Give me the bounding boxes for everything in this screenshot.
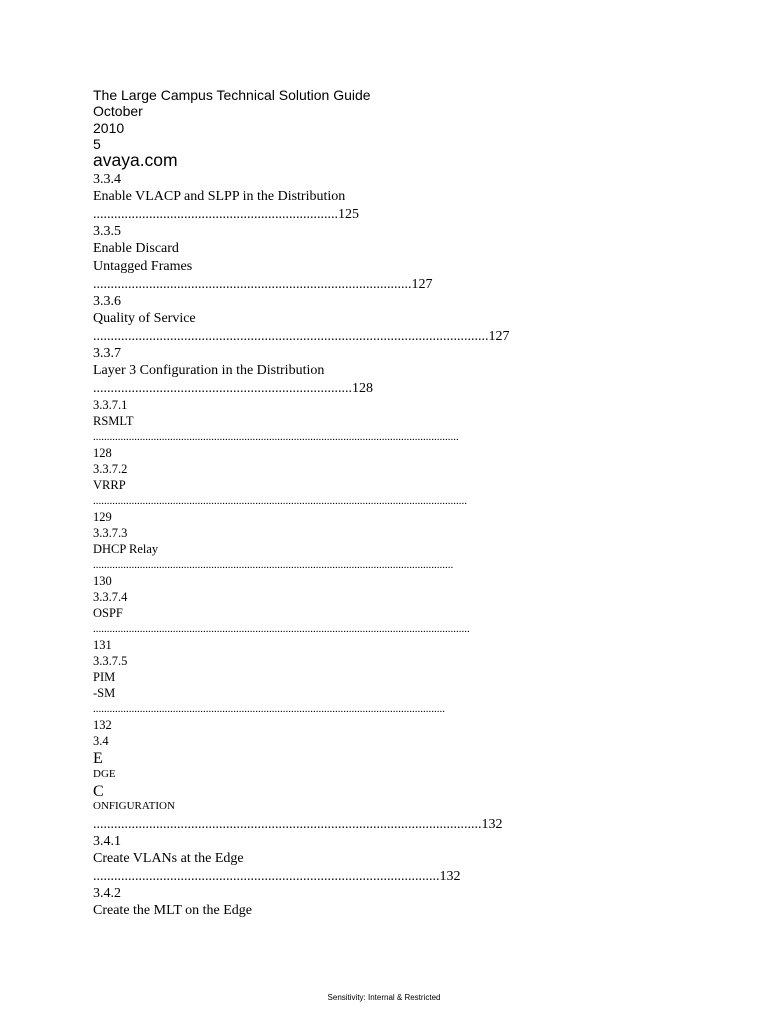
toc-section-title: E (93, 750, 103, 767)
toc-section-title: Create the MLT on the Edge (93, 903, 253, 918)
toc-section-number: 3.3.6 (93, 294, 121, 309)
toc-section-title: DHCP Relay (93, 542, 159, 556)
toc-section-title: Create VLANs at the Edge (93, 851, 244, 866)
toc-section-title: -SM (93, 686, 116, 700)
toc-dot-leader: .................................................................................................................127 (93, 329, 510, 344)
document-title: The Large Campus Technical Solution Guide (93, 87, 371, 103)
toc-page-number: 131 (93, 638, 112, 652)
toc-section-number: 3.4 (93, 734, 109, 748)
toc-dot-leader: ...........................................................................................127 (93, 277, 433, 292)
toc-section-number: 3.3.7.2 (93, 462, 128, 476)
toc-section-title: ONFIGURATION (93, 800, 175, 812)
toc-dot-leader: ..................................................................................................................................... (93, 431, 459, 443)
toc-dot-leader: ...................................................................................................132 (93, 869, 461, 884)
toc-section-number: 3.3.7.3 (93, 526, 128, 540)
toc-section-number: 3.3.7 (93, 346, 121, 361)
date-month: October (93, 103, 143, 119)
toc-dot-leader: ......................................................................125 (93, 207, 359, 222)
sensitivity-footer: Sensitivity: Internal & Restricted (327, 993, 441, 1002)
toc-section-title: OSPF (93, 606, 123, 620)
page-number: 5 (93, 136, 101, 152)
toc-section-number: 3.3.7.4 (93, 590, 128, 604)
toc-section-title: Layer 3 Configuration in the Distribution (93, 363, 325, 378)
brand-url: avaya.com (93, 150, 178, 170)
toc-page-number: 130 (93, 574, 112, 588)
toc-section-title: Enable VLACP and SLPP in the Distribution (93, 189, 346, 204)
toc-dot-leader: ........................................................................................................................................ (93, 495, 467, 507)
toc-page-number: 129 (93, 510, 112, 524)
toc-section-title: Quality of Service (93, 311, 196, 326)
toc-section-title: DGE (93, 768, 116, 780)
toc-dot-leader: ................................................................................................................................... (93, 559, 454, 571)
toc-section-title: C (93, 783, 104, 800)
date-year: 2010 (93, 120, 125, 136)
toc-section-title: PIM (93, 670, 116, 684)
toc-dot-leader: ...............................................................................................................132 (93, 817, 503, 832)
toc-dot-leader: ..........................................................................128 (93, 381, 373, 396)
toc-section-number: 3.3.4 (93, 172, 121, 187)
toc-section-title: Enable Discard (93, 241, 179, 256)
toc-section-number: 3.3.5 (93, 224, 121, 239)
toc-dot-leader: ......................................................................................................................................... (93, 623, 470, 635)
toc-section-number: 3.3.7.5 (93, 654, 128, 668)
toc-section-number: 3.4.1 (93, 834, 121, 849)
toc-page-number: 128 (93, 446, 112, 460)
toc-section-title: Untagged Frames (93, 259, 193, 274)
toc-section-title: VRRP (93, 478, 126, 492)
toc-section-number: 3.4.2 (93, 886, 121, 901)
toc-page-number: 132 (93, 718, 112, 732)
toc-section-title: RSMLT (93, 414, 134, 428)
toc-dot-leader: ................................................................................................................................ (93, 703, 445, 715)
toc-section-number: 3.3.7.1 (93, 398, 128, 412)
